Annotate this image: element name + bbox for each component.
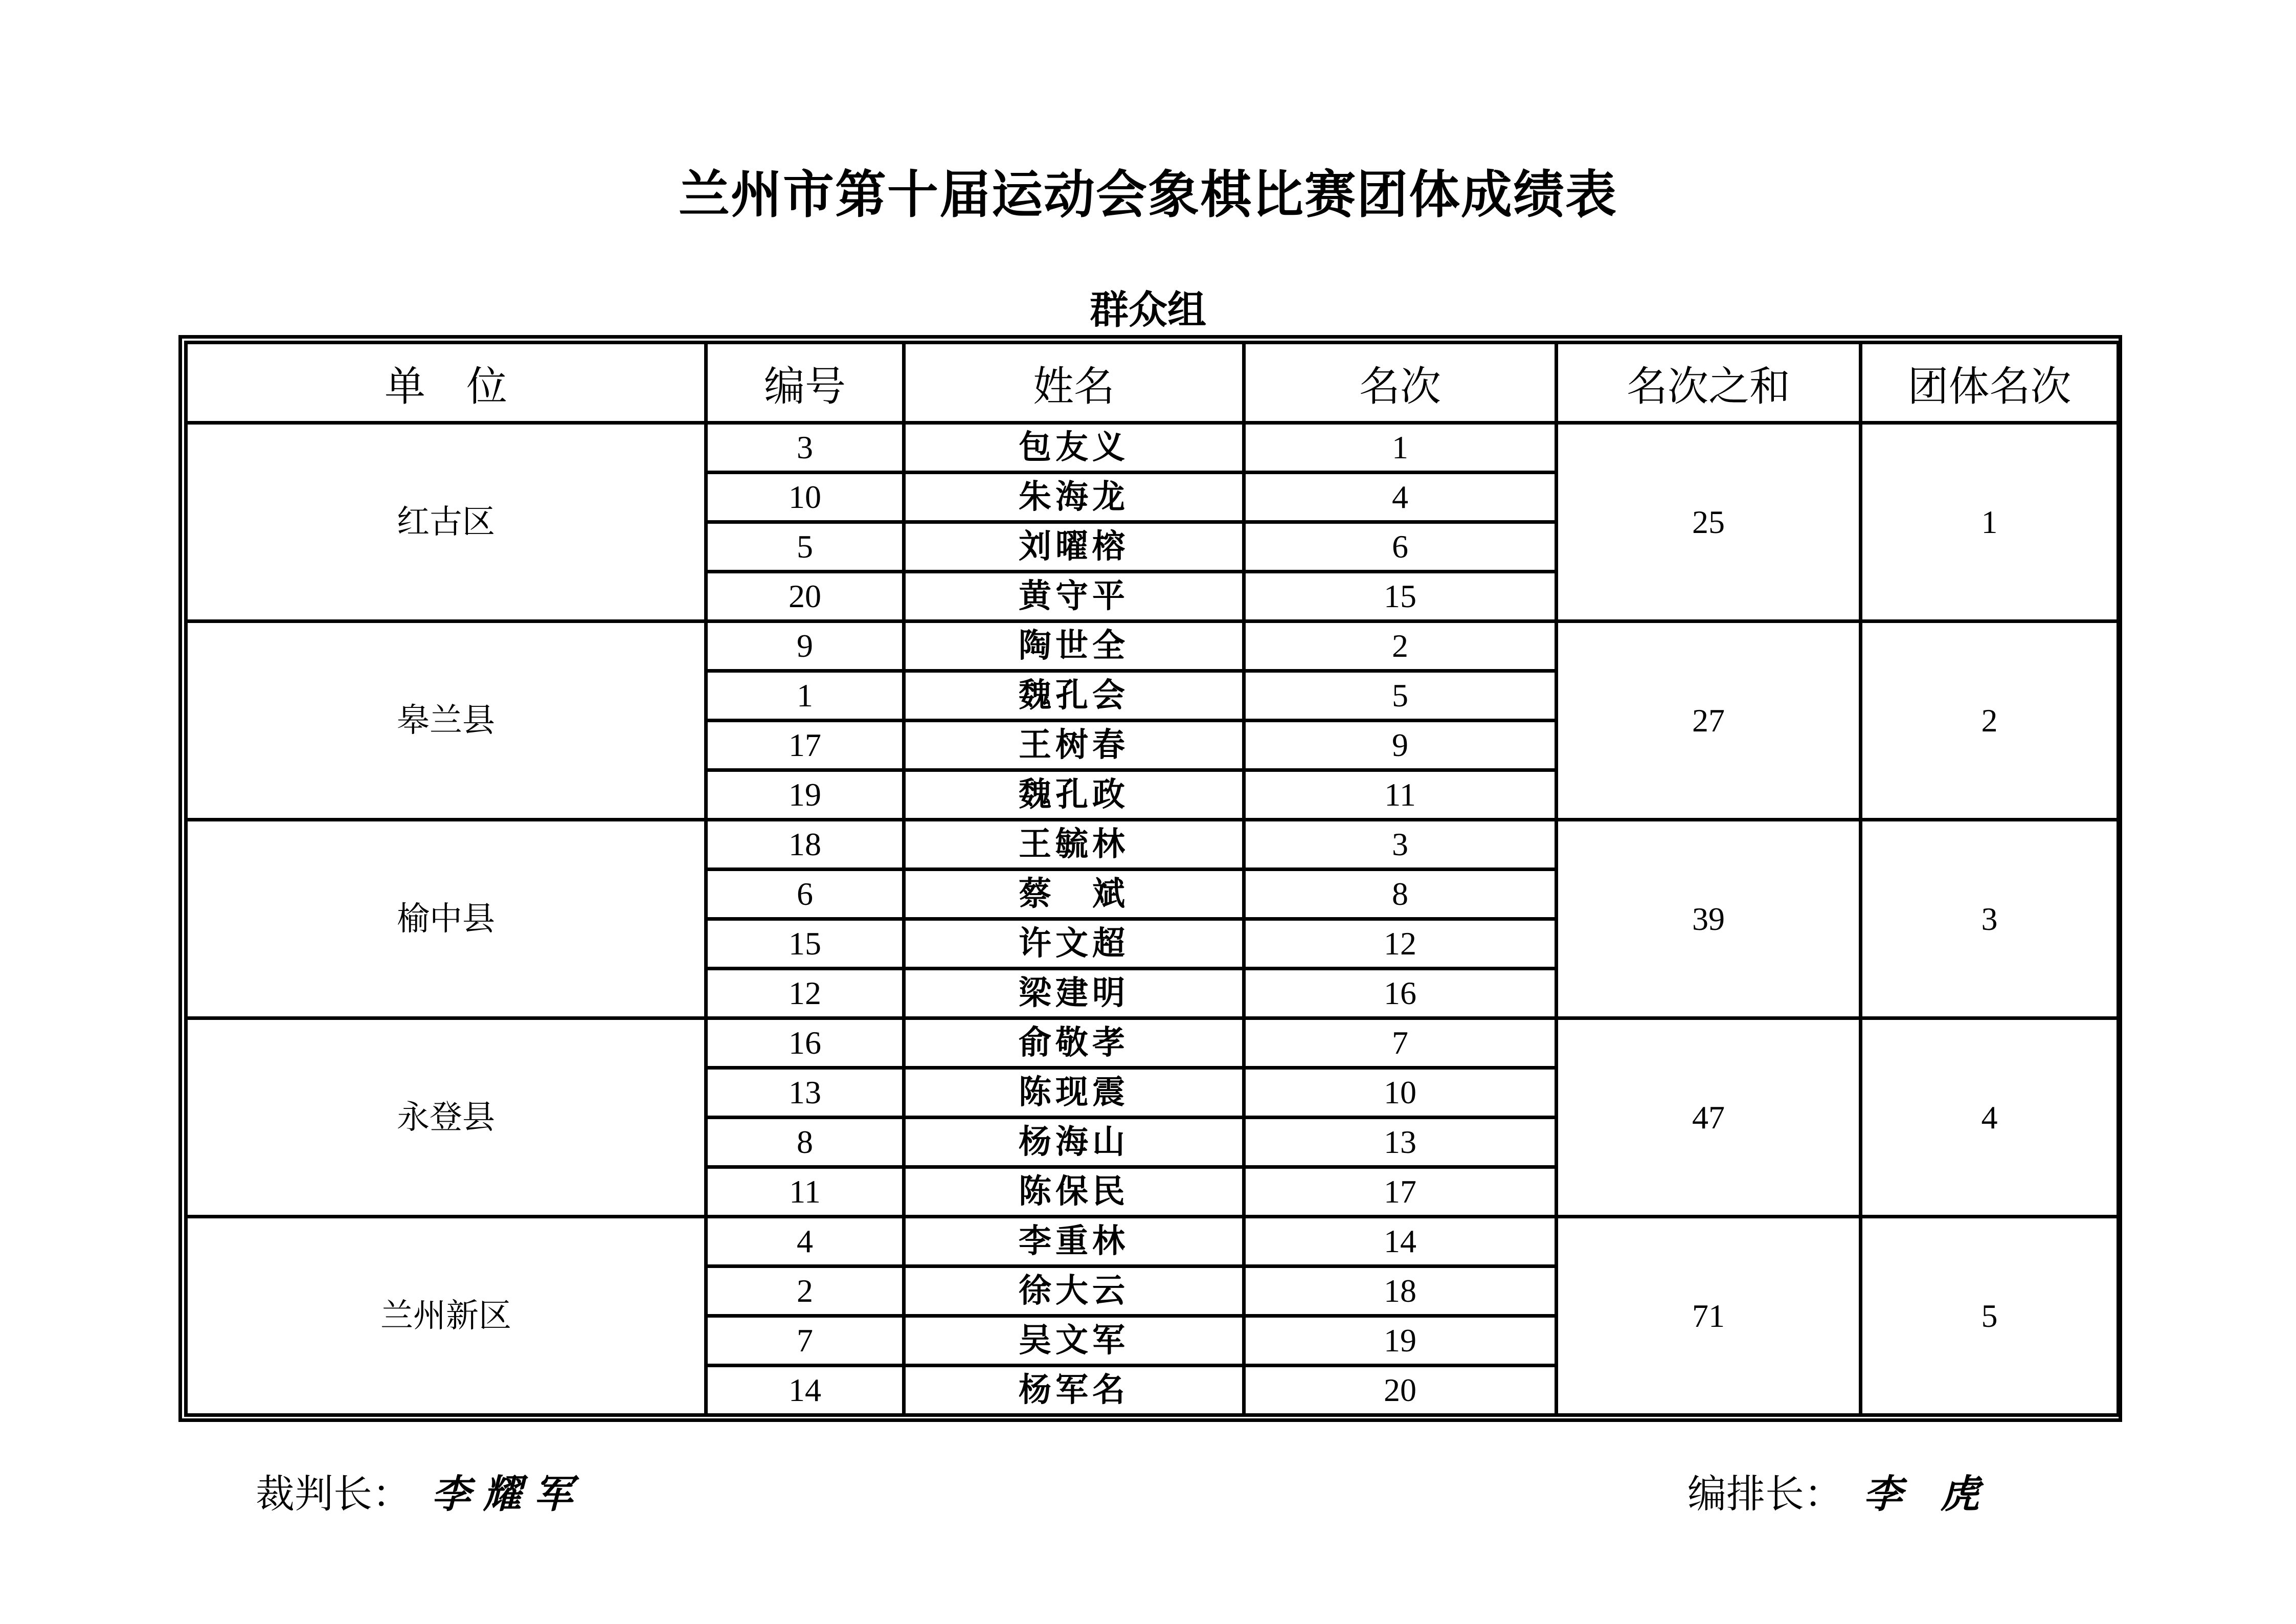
player-name: 蔡 斌 (904, 870, 1244, 919)
team-rank: 1 (1861, 423, 2119, 621)
player-rank: 14 (1244, 1217, 1557, 1266)
header-rank: 名次 (1244, 343, 1557, 423)
player-name: 朱海龙 (904, 473, 1244, 522)
chief-referee-label: 裁判长： (256, 1471, 411, 1517)
player-name: 杨军名 (904, 1366, 1244, 1415)
player-number: 18 (706, 820, 904, 870)
player-rank: 6 (1244, 522, 1557, 572)
player-name: 许文超 (904, 919, 1244, 969)
player-number: 20 (706, 572, 904, 621)
team-rank-sum: 27 (1557, 621, 1861, 820)
player-number: 17 (706, 721, 904, 770)
player-name: 魏孔会 (904, 671, 1244, 721)
player-rank: 3 (1244, 820, 1557, 870)
player-rank: 13 (1244, 1118, 1557, 1167)
team-rank-sum: 47 (1557, 1018, 1861, 1217)
player-rank: 10 (1244, 1068, 1557, 1118)
scheduler-label: 编排长： (1687, 1471, 1843, 1517)
header-unit: 单 位 (186, 343, 706, 423)
player-number: 8 (706, 1118, 904, 1167)
header-rank-sum: 名次之和 (1557, 343, 1861, 423)
document-title: 兰州市第十届运动会象棋比赛团体成绩表 (679, 165, 1617, 225)
player-rank: 8 (1244, 870, 1557, 919)
player-number: 2 (706, 1266, 904, 1316)
header-team-rank: 团体名次 (1861, 343, 2119, 423)
player-number: 6 (706, 870, 904, 919)
player-rank: 19 (1244, 1316, 1557, 1366)
chief-referee-signature-line (256, 1463, 585, 1519)
player-name: 梁建明 (904, 969, 1244, 1018)
player-rank: 9 (1244, 721, 1557, 770)
player-number: 7 (706, 1316, 904, 1366)
player-name: 杨海山 (904, 1118, 1244, 1167)
player-name: 包友义 (904, 423, 1244, 473)
player-name: 俞敬孝 (904, 1018, 1244, 1068)
player-rank: 16 (1244, 969, 1557, 1018)
player-number: 12 (706, 969, 904, 1018)
player-name: 徐大云 (904, 1266, 1244, 1316)
team-rank-sum: 39 (1557, 820, 1861, 1018)
player-name: 刘曜榕 (904, 522, 1244, 572)
player-number: 4 (706, 1217, 904, 1266)
player-name: 黄守平 (904, 572, 1244, 621)
chief-referee-signature: 李耀军 (432, 1471, 585, 1517)
player-number: 15 (706, 919, 904, 969)
player-rank: 7 (1244, 1018, 1557, 1068)
player-rank: 2 (1244, 621, 1557, 671)
team-unit: 兰州新区 (186, 1217, 706, 1415)
table-row (186, 820, 2119, 870)
team-rank-sum: 25 (1557, 423, 1861, 621)
group-subtitle: 群众组 (1090, 287, 1206, 332)
team-rank: 2 (1861, 621, 2119, 820)
player-rank: 20 (1244, 1366, 1557, 1415)
player-name: 陈现震 (904, 1068, 1244, 1118)
team-unit: 榆中县 (186, 820, 706, 1018)
player-number: 14 (706, 1366, 904, 1415)
player-rank: 18 (1244, 1266, 1557, 1316)
header-name: 姓名 (904, 343, 1244, 423)
player-rank: 5 (1244, 671, 1557, 721)
team-rank: 4 (1861, 1018, 2119, 1217)
player-number: 9 (706, 621, 904, 671)
team-rank: 3 (1861, 820, 2119, 1018)
scheduler-signature-line (1687, 1463, 1991, 1519)
player-number: 16 (706, 1018, 904, 1068)
table-row (186, 423, 2119, 473)
player-name: 魏孔政 (904, 770, 1244, 820)
table-row (186, 1018, 2119, 1068)
player-number: 19 (706, 770, 904, 820)
header-number: 编号 (706, 343, 904, 423)
table-row (186, 1217, 2119, 1266)
player-number: 5 (706, 522, 904, 572)
team-rank-sum: 71 (1557, 1217, 1861, 1415)
player-name: 李重林 (904, 1217, 1244, 1266)
team-unit: 红古区 (186, 423, 706, 621)
player-number: 10 (706, 473, 904, 522)
table-row (186, 621, 2119, 671)
player-number: 13 (706, 1068, 904, 1118)
results-table (184, 341, 2120, 1417)
team-unit: 皋兰县 (186, 621, 706, 820)
scheduler-signature: 李 虎 (1863, 1471, 1992, 1517)
team-unit: 永登县 (186, 1018, 706, 1217)
header-row (186, 343, 2119, 423)
player-name: 王树春 (904, 721, 1244, 770)
player-number: 11 (706, 1167, 904, 1217)
player-rank: 15 (1244, 572, 1557, 621)
player-name: 吴文军 (904, 1316, 1244, 1366)
player-name: 陶世全 (904, 621, 1244, 671)
team-rank: 5 (1861, 1217, 2119, 1415)
player-rank: 12 (1244, 919, 1557, 969)
player-number: 3 (706, 423, 904, 473)
player-name: 王毓林 (904, 820, 1244, 870)
player-number: 1 (706, 671, 904, 721)
player-rank: 1 (1244, 423, 1557, 473)
player-rank: 17 (1244, 1167, 1557, 1217)
player-name: 陈保民 (904, 1167, 1244, 1217)
player-rank: 11 (1244, 770, 1557, 820)
player-rank: 4 (1244, 473, 1557, 522)
